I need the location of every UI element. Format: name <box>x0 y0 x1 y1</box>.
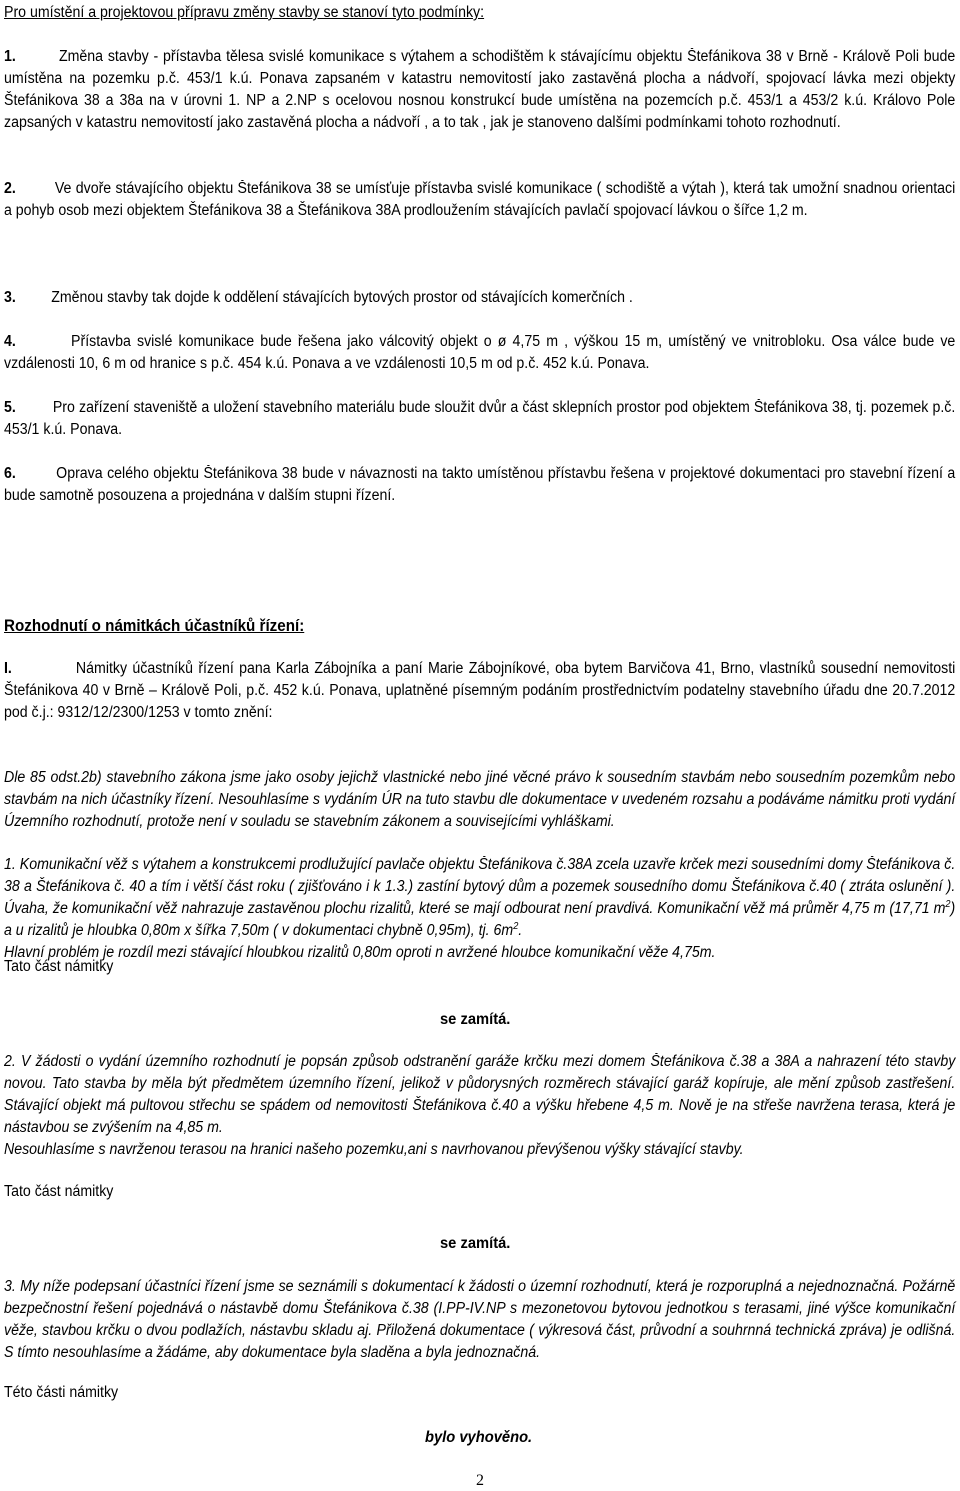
condition-4 <box>4 331 955 375</box>
objection-text: Námitky účastníků řízení pana Karla Zábojníka a paní Marie Zábojníkové, oba bytem Barvičova 41, Brno, vlastníků sousední nemovitosti Štefánikova 40 v Brně – Králově Poli, p.č. 452 k.ú. Ponava, uplatněné písemným podáním prostřednictvím podatelny stavebního úřadu dne 20.7.2012 pod č.j.: 9312/12/2300/1253 v tomto znění: <box>4 660 956 721</box>
objection-number: I. <box>4 660 12 677</box>
objection-label-1: Tato část námitky <box>4 958 114 975</box>
superscript: 2 <box>945 898 951 910</box>
page-number: 2 <box>476 1472 484 1489</box>
verdict-1: se zamítá. <box>440 1011 511 1028</box>
condition-number: 1. <box>4 48 16 65</box>
objection-label-2: Tato část námitky <box>4 1183 114 1200</box>
objection-point-3: 3. My níže podepsaní účastníci řízení jsme se seznámili s dokumentací k žádosti o územní rozhodnutí, která je rozporuplná a nejednoznačná. Požárně bezpečnostní řešení pojednává o nástavbě domu Štefánikova č.38 (I.PP-IV.NP s mezonetovou bytovou jednotkou s terasami, jiné výšce komunikační věže, stavbou krčku o dvou podlažích, nástavbu skladu aj. Přiložená dokumentace ( výkresová část, průvodní a souhrnná technická zpráva) je odlišná. S tímto nesouhlasíme a žádáme, aby dokumentace byla sladěna a byla jednoznačná. <box>4 1278 956 1361</box>
point-1-text-b: ) a u rizalitů je hloubka 0,80m x šířka 7,50m ( v dokumentaci chybně 0,95m), tj. 6m <box>4 900 956 939</box>
condition-text: Pro zařízení staveniště a uložení stavebního materiálu bude sloužit dvůr a část sklepních prostor pod objektem Štefánikova 38, tj. pozemek p.č. 453/1 k.ú. Ponava. <box>4 399 956 438</box>
condition-text: Přístavba svislé komunikace bude řešena jako válcovitý objekt o ø 4,75 m , výškou 15 m, umístěný ve vnitrobloku. Osa válce bude ve vzdálenosti 10, 6 m od hranice s p.č. 454 k.ú. Ponava a ve vzdálenosti 10,5 m od p.č. 452 k.ú. Ponava. <box>4 333 956 372</box>
condition-number: 6. <box>4 465 16 482</box>
condition-3 <box>4 287 955 309</box>
objections-heading: Rozhodnutí o námitkách účastníků řízení: <box>4 617 305 635</box>
condition-1 <box>4 46 955 134</box>
point-2-text-b: Nesouhlasíme s navrženou terasou na hranici našeho pozemku,ani s navrhovanou převýšenou výšky stávající stavby. <box>4 1141 744 1158</box>
quote-intro: Dle 85 odst.2b) stavebního zákona jsme jako osoby jejichž vlastnické nebo jiné věcné právo k sousedním stavbám nebo sousedním pozemkům nebo stavbám na nich účastníky řízení. Nesouhlasíme s vydáním ÚR na tuto stavbu dle dokumentace v uvedeném rozsahu a podáváme námitku proti vydání Územního rozhodnutí, protože není v souladu se stavebním zákonem a souvisejícími vyhláškami. <box>4 769 956 830</box>
objection-point-2 <box>4 1051 955 1161</box>
condition-5 <box>4 397 955 441</box>
point-1-text-a: 1. Komunikační věž s výtahem a konstrukcemi prodlužující pavlače objektu Štefánikova č.38A zcela uzavře krček mezi sousedními domy Štefánikova č. 38 a Štefánikova č. 40 a tím i větší část roku ( zjišťováno i k 1.3.) zastíní bytový dům a pozemek sousedního domu Štefánikova č.40 ( ztráta oslunění ). Úvaha, že komunikační věž nahrazuje zastavěnou plochu rizalitů, které se mají odbourat není pravdivá. Komunikační věž má průměr 4,75 m (17,71 m <box>4 856 956 917</box>
superscript: 2 <box>513 920 519 932</box>
condition-number: 5. <box>4 399 16 416</box>
condition-text: Ve dvoře stávajícího objektu Štefánikova 38 se umísťuje přístavba svislé komunikace ( schodiště a výtah ), která tak umožní snadnou orientaci a pohyb osob mezi objektem Štefánikova 38 a Štefánikova 38A prodloužením stávajících pavlačí spojovací lávkou o šířce 1,2 m. <box>4 180 956 219</box>
objection-point-1 <box>4 854 955 964</box>
intro-heading: Pro umístění a projektovou přípravu změny stavby se stanoví tyto podmínky: <box>4 4 485 21</box>
condition-text: Změnou stavby tak dojde k oddělení stávajících bytových prostor od stávajících komerčních . <box>51 289 633 306</box>
condition-2 <box>4 178 955 222</box>
condition-6 <box>4 463 955 507</box>
verdict-2: se zamítá. <box>440 1235 511 1252</box>
objection-label-3: Této části námitky <box>4 1384 119 1401</box>
point-1-text-d: Hlavní problém je rozdíl mezi stávající hloubkou rizalitů 0,80m oproti n avržené hloubce komunikační věže 4,75m. <box>4 944 716 961</box>
condition-number: 4. <box>4 333 16 350</box>
objection-I <box>4 658 955 724</box>
condition-number: 3. <box>4 289 16 306</box>
condition-text: Oprava celého objektu Štefánikova 38 bude v návaznosti na takto umístěnou přístavbu řešena v projektové dokumentaci pro stavební řízení a bude samotně posouzena a projednána v dalším stupni řízení. <box>4 465 956 504</box>
condition-text: Změna stavby - přístavba tělesa svislé komunikace s výtahem a schodištěm k stávajícímu objektu Štefánikova 38 v Brně - Králově Poli bude umístěna na pozemku p.č. 453/1 k.ú. Ponava zapsaném v katastru nemovitostí jako zastavěná plocha a nádvoří, spojovací lávka mezi objekty Štefánikova 38 a 38a na v úrovni 1. NP a 2.NP s ocelovou nosnou konstrukcí bude umístěna na pozemcích p.č. 453/1 a 453/2 k.ú. Královo Pole zapsaných v katastru nemovitostí jako zastavěná plocha a nádvoří , a to tak , jak je stanoveno dalšími podmínkami tohoto rozhodnutí. <box>4 48 956 131</box>
point-1-text-c: . <box>518 922 523 939</box>
condition-number: 2. <box>4 180 16 197</box>
verdict-3: bylo vyhověno. <box>425 1429 533 1446</box>
point-2-text: 2. V žádosti o vydání územního rozhodnutí je popsán způsob odstranění garáže krčku mezi domem Štefánikova č.38 a 38A a nahrazení této stavby novou. Tato stavba by měla být předmětem územního řízení, jelikož v půdorysných rozměrech stávající garáž kopíruje, ale mění způsob zastřešení. Stávající objekt má pultovou střechu se spádem od nemovitosti Štefánikova č.40 a výšku hřebene 4,5 m. Nově je na střeše navržena terasa, která je nástavbou se zvýšením na 4,85 m. <box>4 1053 956 1136</box>
